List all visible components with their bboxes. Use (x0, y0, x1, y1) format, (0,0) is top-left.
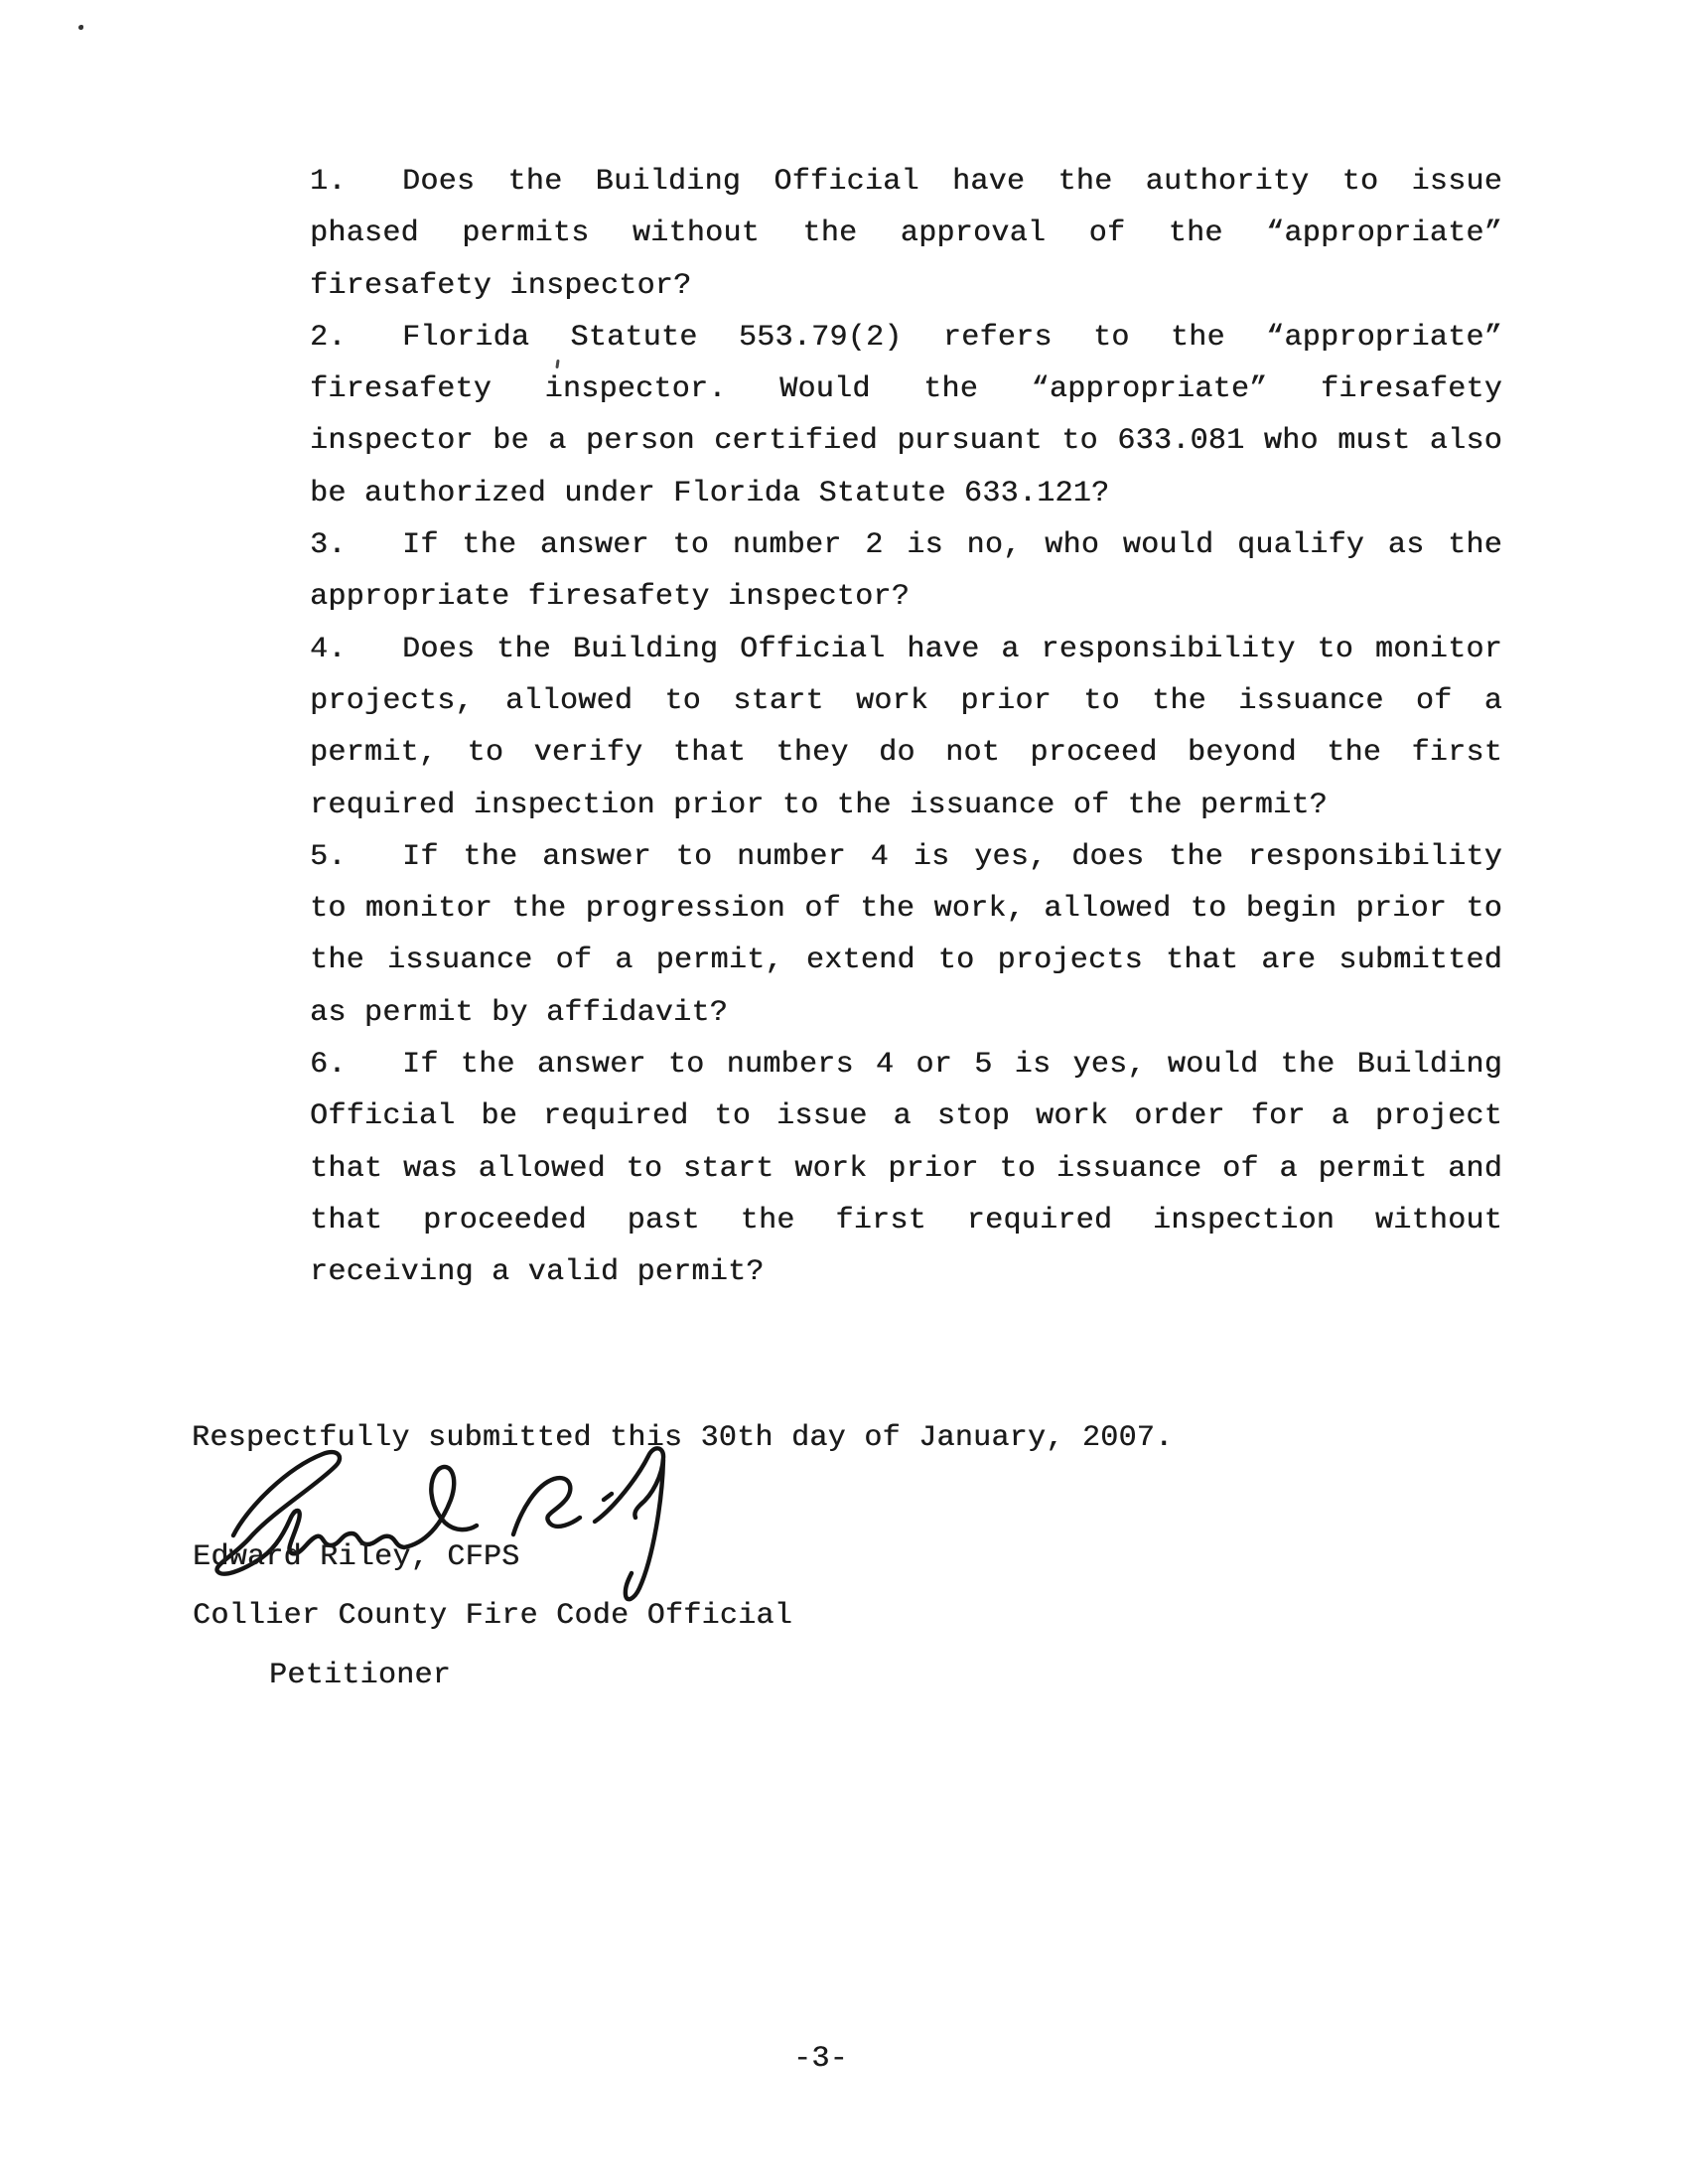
body-line: as permit by affidavit? (310, 995, 728, 1030)
body-line: that was allowed to start work prior to issuance of a permit and (310, 1151, 1502, 1186)
body-line: to monitor the progression of the work, allowed to begin prior to (310, 892, 1502, 927)
body-line: Official be required to issue a stop work order for a project (310, 1099, 1502, 1134)
body-line: inspector be a person certified pursuant to 633.081 who must also (310, 424, 1502, 459)
body-line: the issuance of a permit, extend to projects that are submitted (310, 944, 1502, 978)
body-line: required inspection prior to the issuance of the permit? (310, 788, 1328, 822)
body-line: firesafety inspector? (310, 268, 692, 303)
numbered-questions-list (310, 156, 1502, 1299)
body-line: appropriate firesafety inspector? (310, 580, 910, 615)
paragraph-number: 1. (310, 165, 347, 199)
paragraph-number: 5. (310, 839, 347, 874)
paragraph-number: 6. (310, 1048, 347, 1083)
body-line: 4. Does the Building Official have a responsibility to monitor (310, 624, 1502, 675)
signer-title: Collier County Fire Code Official (193, 1599, 792, 1633)
body-line: 1. Does the Building Official have the authority to issue (310, 156, 1502, 208)
date-line: Respectfully submitted this 30th day of January, 2007. (192, 1421, 1174, 1455)
body-line: 5. If the answer to number 4 is yes, does the responsibility (310, 831, 1502, 883)
body-line: permit, to verify that they do not proceed beyond the first (310, 736, 1502, 771)
body-line: be authorized under Florida Statute 633.121? (310, 476, 1110, 510)
page-number: -3- (793, 2042, 848, 2076)
paragraph-number: 2. (310, 320, 347, 355)
body-line: 3. If the answer to number 2 is no, who would qualify as the (310, 519, 1502, 571)
paragraph-number: 4. (310, 632, 347, 666)
body-line: 6. If the answer to numbers 4 or 5 is yes, would the Building (310, 1039, 1502, 1091)
signature (194, 1438, 690, 1612)
body-line: 2. Florida Statute 553.79(2) refers to the “appropriate” (310, 312, 1502, 364)
body-line: receiving a valid permit? (310, 1255, 765, 1290)
scan-speck-artifact (78, 25, 83, 30)
body-line: firesafety inspector. Would the “appropriate” firesafety (310, 372, 1502, 407)
signer-role: Petitioner (269, 1659, 452, 1692)
paragraph-number: 3. (310, 528, 347, 563)
body-line: projects, allowed to start work prior to the issuance of a (310, 683, 1502, 718)
body-line: phased permits without the approval of the “appropriate” (310, 217, 1502, 251)
body-line: that proceeded past the first required inspection without (310, 1203, 1502, 1238)
signer-name: Edward Riley, CFPS (193, 1540, 520, 1574)
